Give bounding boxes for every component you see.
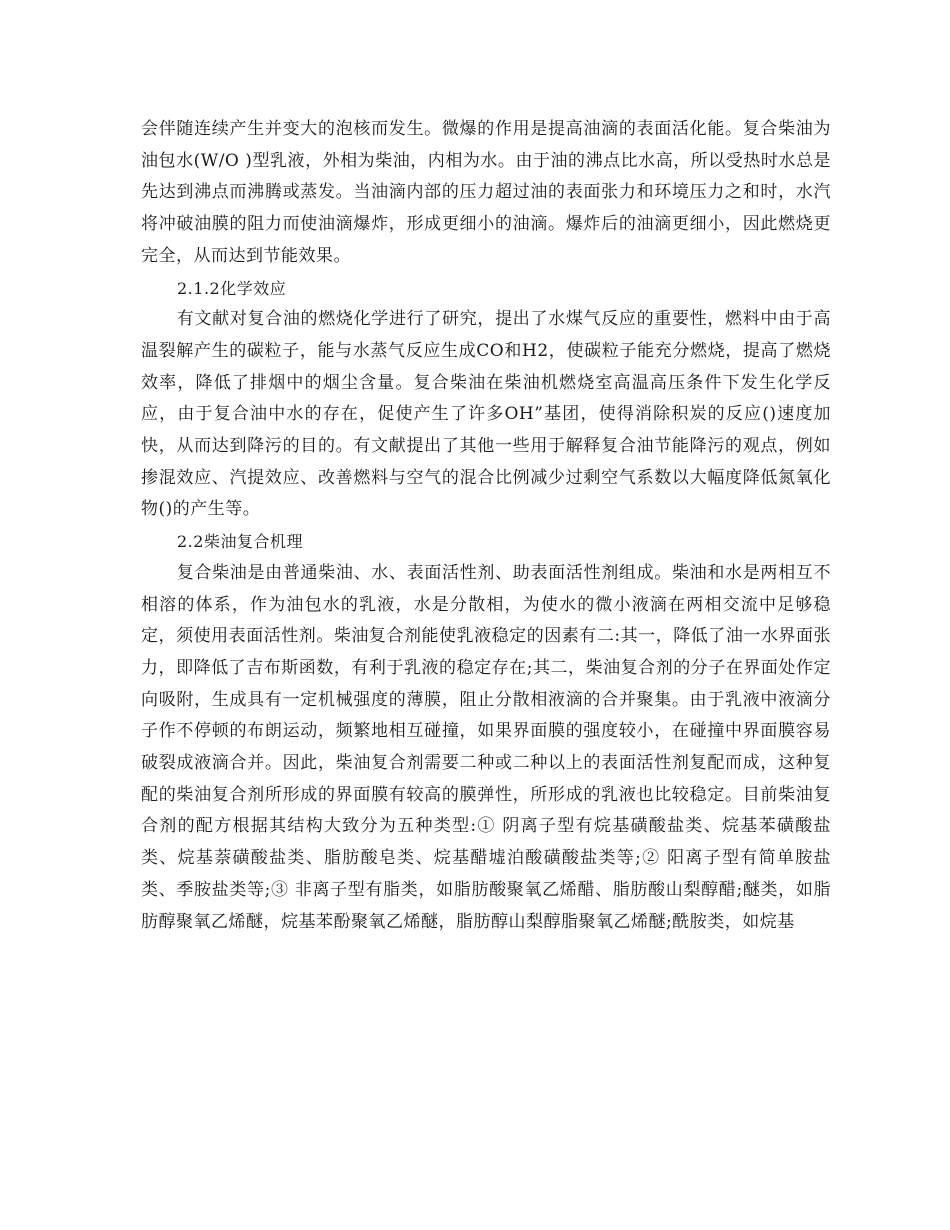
body-text (141, 114, 831, 938)
paragraph: 有文献对复合油的燃烧化学进行了研究，提出了水煤气反应的重要性，燃料中由于高温裂解产生的碳粒子，能与水蒸气反应生成CO和H2，使碳粒子能充分燃烧，提高了燃烧效率，降低了排烟中的烟尘含量。复合柴油在柴油机燃烧室高温高压条件下发生化学反应，由于复合油中水的存在，促使产生了许多OH”基团，使得消除积炭的反应()速度加快，从而达到降污的目的。有文献提出了其他一些用于解释复合油节能降污的观点，例如掺混效应、汽提效应、改善燃料与空气的混合比例减少过剩空气系数以大幅度降低氮氧化物()的产生等。 (141, 309, 831, 520)
section-heading: 2.1.2化学效应 (177, 278, 287, 298)
paragraph: 会伴随连续产生并变大的泡核而发生。微爆的作用是提高油滴的表面活化能。复合柴油为油包水(W/O )型乳液，外相为柴油，内相为水。由于油的沸点比水高，所以受热时水总是先达到沸点而沸腾或蒸发。当油滴内部的压力超过油的表面张力和环境压力之和时，水汽将冲破油膜的阻力而使油滴爆炸，形成更细小的油滴。爆炸后的油滴更细小，因此燃烧更完全，从而达到节能效果。 (141, 119, 831, 266)
paragraph: 复合柴油是由普通柴油、水、表面活性剂、助表面活性剂组成。柴油和水是两相互不相溶的体系，作为油包水的乳液，水是分散相，为使水的微小液滴在两相交流中足够稳定，须使用表面活性剂。柴油复合剂能使乳液稳定的因素有二:其一，降低了油一水界面张力，即降低了吉布斯函数，有利于乳液的稳定存在;其二，柴油复合剂的分子在界面处作定向吸附，生成具有一定机械强度的薄膜，阻止分散相液滴的合并聚集。由于乳液中液滴分子作不停顿的布朗运动，频繁地相互碰撞，如果界面膜的强度较小，在碰撞中界面膜容易破裂成液滴合并。因此，柴油复合剂需要二种或二种以上的表面活性剂复配而成，这种复配的柴油复合剂所形成的界面膜有较高的膜弹性，所形成的乳液也比较稳定。目前柴油复合剂的配方根据其结构大致分为五种类型:① 阴离子型有烷基磺酸盐类、烷基苯磺酸盐类、烷基萘磺酸盐类、脂肪酸皂类、烷基醋墟泊酸磺酸盐类等;② 阳离子型有简单胺盐类、季胺盐类等;③ 非离子型有脂类，如脂肪酸聚氧乙烯醋、脂肪酸山梨醇醋;醚类，如脂肪醇聚氧乙烯醚，烷基苯酚聚氧乙烯醚，脂肪醇山梨醇脂聚氧乙烯醚;酰胺类，如烷基 (141, 562, 831, 932)
section-heading: 2.2柴油复合机理 (177, 532, 303, 552)
